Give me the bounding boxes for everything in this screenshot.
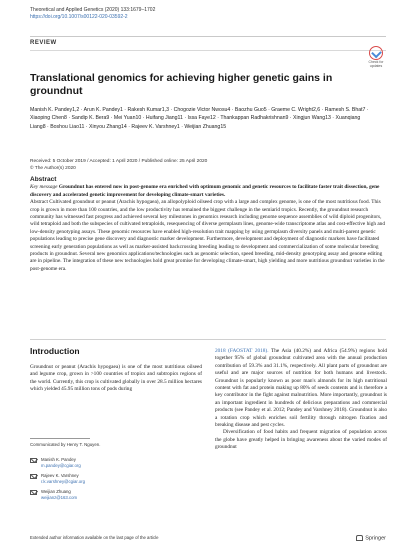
contact-1 <box>30 457 81 468</box>
intro-paragraph-2-text: The Asia (40.2%) and Africa (54.9%) regions hold together 95% of global groundnut cultivated area with the annual production contribution of 59.3% and 31.1%, respectively. All plant parts of groundnut are useful and are major sources of nutrition for both humans and livestock. Groundnut is popularly known as poor man's almonds for its high nutritional content with fat and protein making up 80% of seeds contents and is therefore a key contributor in the fight against malnutrition. More importantly, groundnut is an important ingredient in hundreds of delicious preparations and commercial products (see Pandey et al. 2012; Pandey and Varshney 2018). Groundnut is also a rotation crop which enriches soil fertility through nitrogen fixation and breaking disease and pest cycles. <box>215 348 387 429</box>
communicated-by: Communicated by Henry T. Nguyen. <box>30 442 101 447</box>
citation-faostat[interactable]: 2018 (FAOSTAT 2018). <box>215 348 269 354</box>
publication-dates <box>30 158 207 172</box>
abstract-label: Abstract <box>30 199 48 206</box>
intro-paragraph-3: Diversification of food habits and frequent migration of population across the globe have greatly helped in bringing awareness about the varied modes of groundnut <box>215 429 387 451</box>
abstract-text: Cultivated groundnut or peanut (Arachis hypogaea), an allopolyploid oilseed crop with a large and complex genome, is one of the most nutritious food. This crop is grown in more than 100 countries, and the low productivity has remained the biggest challenge in the semiarid tropics. Recently, the groundnut research community has witnessed fast progress and achieved several key milestones in genomics research including genome sequence assemblies of wild diploid progenitors, wild tetraploid and both the subspecies of cultivated tetraploids, resequencing of diverse germplasm lines, genome-wide transcriptome atlas and cost-effective high and low-density genotyping assays. These genomic resources have enabled high-resolution trait mapping by using germplasm diversity panels and multi-parent genetic populations leading to precise gene discovery and diagnostic marker development. Furthermore, development and deployment of diagnostic markers have facilitated screening early generation populations as well as marker-assisted backcrossing breeding leading to development and commercialization of some molecular breeding products in groundnut. Several new genomics applications/technologies such as genomic selection, speed breeding, mid-density genotyping assay and genome editing are in pipeline. The integration of these new technologies hold great promise for developing climate-smart, high yielding and more nutritious groundnut varieties in the post-genome era. <box>30 199 385 272</box>
crossmark-icon <box>369 46 383 60</box>
article-title: Translational genomics for achieving higher genetic gains in groundnut <box>30 72 333 97</box>
key-message <box>30 184 386 199</box>
contact-name: Weijian Zhuang <box>41 489 71 494</box>
footnote-rule <box>30 438 90 439</box>
contact-3 <box>30 489 77 500</box>
envelope-icon <box>30 458 37 463</box>
journal-name: Theoretical and Applied Genetics (2020) 133:1679–1702 <box>30 7 156 13</box>
contact-email[interactable]: r.k.varshney@cgiar.org <box>41 478 86 484</box>
abstract-rule <box>30 339 386 340</box>
crossmark-badge[interactable] <box>366 46 386 68</box>
section-label: REVIEW <box>30 40 57 46</box>
abstract-heading: Abstract <box>30 176 57 183</box>
left-column <box>30 346 202 394</box>
abstract-body <box>30 199 386 273</box>
key-message-label: Key message <box>30 184 58 191</box>
header-rule <box>30 36 386 37</box>
publisher-logo <box>356 535 386 541</box>
extended-author-info: Extended author information available on the last page of the article <box>30 535 159 540</box>
contact-2 <box>30 473 85 484</box>
author-list: Manish K. Pandey1,2 · Arun K. Pandey1 · Rakesh Kumar1,3 · Chogozie Victor Nwosu4 · Baozhu Guo5 · Graeme C. Wright2,6 · Ramesh S. Bhat7 · Xiaoping Chen8 · Sandip K. Bera9 · Mei Yuan10 · Huifang Jiang11 · Issa Faye12 · Thankappan Radhakrishnan9 · Xingjun Wang13 · Xuanqiang Liang8 · Boshou Liao11 · Xinyou Zhang14 · Rajeev K. Varshney1 · Weijian Zhuang15 <box>30 107 369 130</box>
contact-email[interactable]: weijianz@163.com <box>41 494 78 500</box>
section-rule <box>30 50 386 51</box>
copyright: © The Author(s) 2020 <box>30 166 76 171</box>
publisher-name: Springer <box>365 535 386 542</box>
introduction-heading: Introduction <box>30 346 80 356</box>
envelope-icon <box>30 490 37 495</box>
springer-horse-icon <box>356 535 363 541</box>
journal-header <box>30 7 155 20</box>
contact-name: Manish K. Pandey <box>41 457 76 462</box>
journal-doi[interactable]: https://doi.org/10.1007/s00122-020-03592-2 <box>30 13 128 20</box>
envelope-icon <box>30 474 37 479</box>
intro-paragraph-1: Groundnut or peanut (Arachis hypogaea) is one of the most nutritious oilseed and legume crop, grown in >100 countries of tropics and subtropics regions of the world. Currently, this crop is cultivated globally in over 28.5 million hectares which yielded 45.95 million tons of pods during <box>30 364 202 393</box>
key-message-text: Groundnut has entered now in post-genome era enriched with optimum genomic and genetic resources to facilitate faster trait dissection, gene discovery and accelerated genetic improvement for developing climate-smart varieties. <box>30 184 380 198</box>
history-dates: Received: 5 October 2019 / Accepted: 1 April 2020 / Published online: 25 April 2020 <box>30 159 208 164</box>
contact-name: Rajeev K. Varshney <box>41 473 79 478</box>
abstract-section <box>30 176 386 273</box>
contact-email[interactable]: m.pandey@cgiar.org <box>41 462 81 468</box>
crossmark-label: Check for updates <box>368 60 384 68</box>
intro-paragraph-2 <box>215 348 387 429</box>
right-column <box>215 348 387 452</box>
